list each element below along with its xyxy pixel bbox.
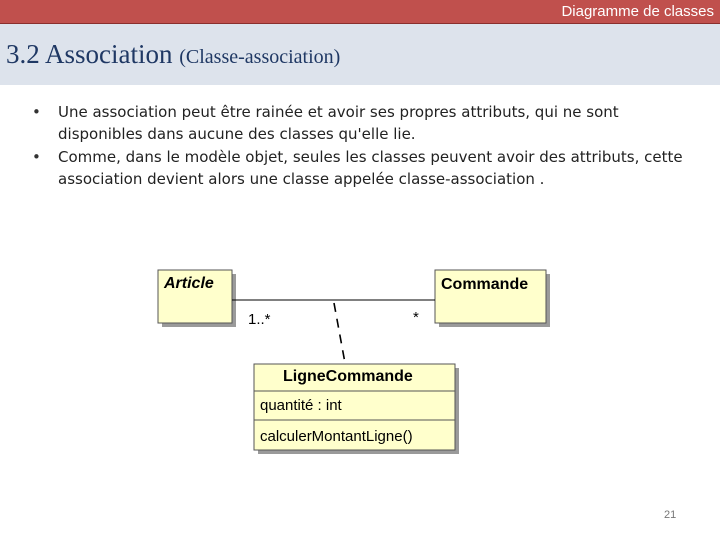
class-diagram xyxy=(150,260,560,460)
bullet-list xyxy=(30,101,690,191)
slide-title-sub: (Classe-association) xyxy=(179,46,341,68)
class-commande xyxy=(435,270,550,327)
class-ligne-commande xyxy=(254,364,459,454)
class-ligne-commande-name: LigneCommande xyxy=(283,368,413,385)
top-bar xyxy=(0,0,720,24)
slide-title-main: 3.2 Association xyxy=(6,39,173,69)
bullet-item: • Une association peut être rainée et avoir ses propres attributs, qui ne sont disponibles dans aucune des classes qu'elle lie. xyxy=(30,101,690,145)
section-title: Diagramme de classes xyxy=(561,3,714,20)
bullet-item: • Comme, dans le modèle objet, seules les classes peuvent avoir des attributs, cette association devient alors une classe appelée classe-association . xyxy=(30,146,690,190)
association-class-link xyxy=(334,303,345,363)
class-article-name: Article xyxy=(164,275,214,292)
class-commande-name: Commande xyxy=(441,276,529,293)
class-operation: calculerMontantLigne() xyxy=(260,428,413,445)
class-attribute: quantité : int xyxy=(260,397,342,414)
title-bar xyxy=(0,24,720,85)
class-article xyxy=(158,270,236,327)
page-number: 21 xyxy=(664,509,677,521)
slide-title xyxy=(6,39,340,72)
multiplicity-commande: * xyxy=(413,309,419,326)
multiplicity-article: 1..* xyxy=(248,311,271,328)
